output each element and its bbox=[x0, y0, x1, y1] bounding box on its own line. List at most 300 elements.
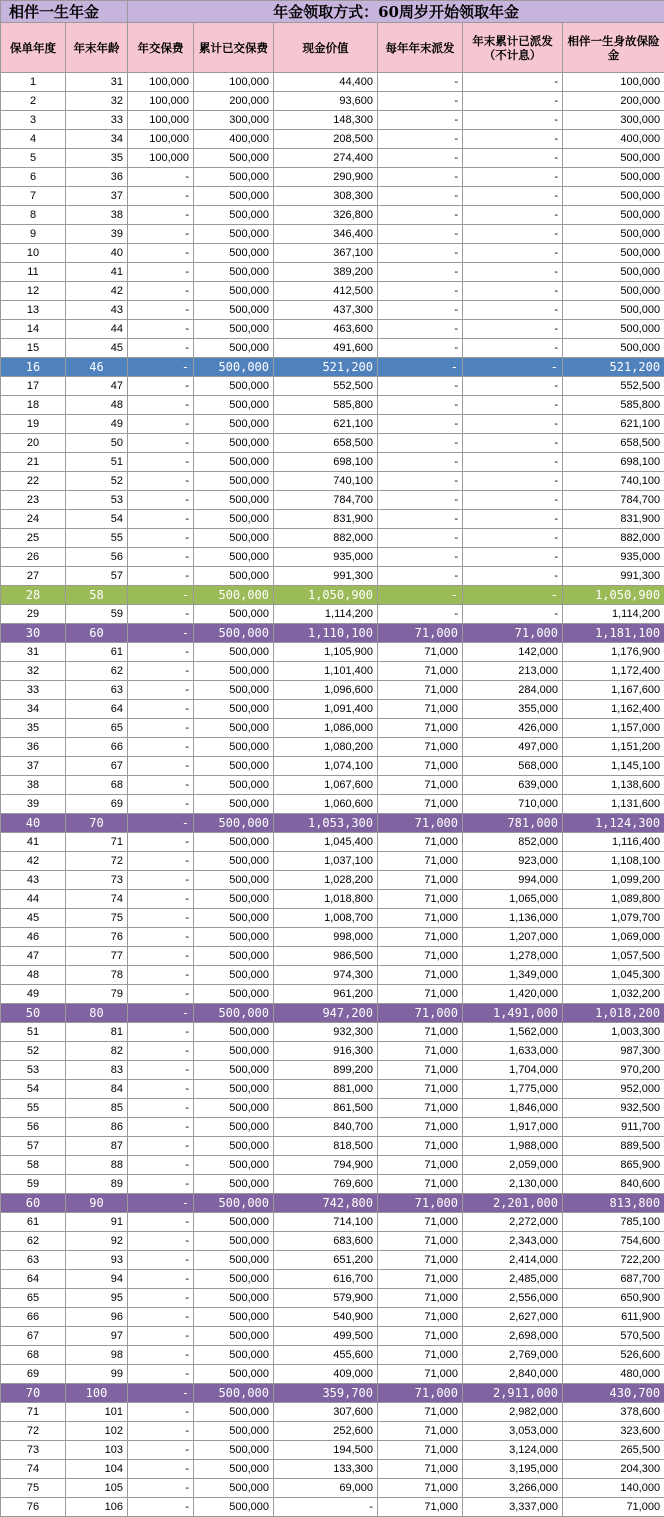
death-benefit-cell: 987,300 bbox=[563, 1042, 664, 1061]
cash-value-cell: 998,000 bbox=[274, 928, 378, 947]
cash-value-cell: 916,300 bbox=[274, 1042, 378, 1061]
total-premium-cell: 500,000 bbox=[194, 1460, 274, 1479]
death-benefit-cell: 831,900 bbox=[563, 510, 664, 529]
cash-value-cell: 290,900 bbox=[274, 168, 378, 187]
cash-value-cell: 409,000 bbox=[274, 1365, 378, 1384]
annual-premium-cell: - bbox=[128, 966, 194, 985]
death-benefit-cell: 200,000 bbox=[563, 92, 664, 111]
annual-premium-cell: - bbox=[128, 434, 194, 453]
annual-premium-cell: - bbox=[128, 1460, 194, 1479]
cumulative-payout-cell: - bbox=[463, 225, 563, 244]
cumulative-payout-cell: 1,988,000 bbox=[463, 1137, 563, 1156]
cash-value-cell: 412,500 bbox=[274, 282, 378, 301]
cash-value-cell: 961,200 bbox=[274, 985, 378, 1004]
total-premium-cell: 500,000 bbox=[194, 738, 274, 757]
annual-payout-cell: 71,000 bbox=[378, 1251, 463, 1270]
annual-premium-cell: - bbox=[128, 871, 194, 890]
annual-payout-cell: - bbox=[378, 339, 463, 358]
age-cell: 87 bbox=[66, 1137, 128, 1156]
header-total-premium: 累计已交保费 bbox=[194, 23, 274, 73]
table-row bbox=[1, 1403, 664, 1422]
cumulative-payout-cell: 1,065,000 bbox=[463, 890, 563, 909]
death-benefit-cell: 1,176,900 bbox=[563, 643, 664, 662]
annual-payout-cell: 71,000 bbox=[378, 681, 463, 700]
death-benefit-cell: 500,000 bbox=[563, 301, 664, 320]
total-premium-cell: 500,000 bbox=[194, 472, 274, 491]
annual-premium-cell: - bbox=[128, 1346, 194, 1365]
annual-premium-cell: - bbox=[128, 700, 194, 719]
annual-premium-cell: - bbox=[128, 624, 194, 643]
cumulative-payout-cell: - bbox=[463, 168, 563, 187]
cumulative-payout-cell: - bbox=[463, 149, 563, 168]
header-policy-year: 保单年度 bbox=[1, 23, 66, 73]
table-row bbox=[1, 719, 664, 738]
age-cell: 101 bbox=[66, 1403, 128, 1422]
policy-year-cell: 25 bbox=[1, 529, 66, 548]
cash-value-cell: 831,900 bbox=[274, 510, 378, 529]
cash-value-cell: 616,700 bbox=[274, 1270, 378, 1289]
table-row bbox=[1, 1080, 664, 1099]
annual-payout-cell: 71,000 bbox=[378, 1137, 463, 1156]
age-cell: 61 bbox=[66, 643, 128, 662]
cash-value-cell: 683,600 bbox=[274, 1232, 378, 1251]
death-benefit-cell: 1,138,600 bbox=[563, 776, 664, 795]
annual-premium-cell: - bbox=[128, 833, 194, 852]
cumulative-payout-cell: 1,775,000 bbox=[463, 1080, 563, 1099]
age-cell: 82 bbox=[66, 1042, 128, 1061]
table-row bbox=[1, 605, 664, 624]
annual-payout-cell: - bbox=[378, 472, 463, 491]
death-benefit-cell: 1,057,500 bbox=[563, 947, 664, 966]
annual-payout-cell: 71,000 bbox=[378, 1270, 463, 1289]
age-cell: 105 bbox=[66, 1479, 128, 1498]
policy-year-cell: 38 bbox=[1, 776, 66, 795]
annual-premium-cell: - bbox=[128, 776, 194, 795]
age-cell: 98 bbox=[66, 1346, 128, 1365]
annual-premium-cell: 100,000 bbox=[128, 73, 194, 92]
death-benefit-cell: 611,900 bbox=[563, 1308, 664, 1327]
total-premium-cell: 500,000 bbox=[194, 1403, 274, 1422]
death-benefit-cell: 952,000 bbox=[563, 1080, 664, 1099]
annual-premium-cell: - bbox=[128, 1251, 194, 1270]
age-cell: 57 bbox=[66, 567, 128, 586]
annual-payout-cell: - bbox=[378, 168, 463, 187]
policy-year-cell: 41 bbox=[1, 833, 66, 852]
table-row bbox=[1, 1308, 664, 1327]
table-row bbox=[1, 1118, 664, 1137]
death-benefit-cell: 1,145,100 bbox=[563, 757, 664, 776]
cash-value-cell: 621,100 bbox=[274, 415, 378, 434]
annual-payout-cell: 71,000 bbox=[378, 738, 463, 757]
annual-payout-cell: - bbox=[378, 282, 463, 301]
annual-payout-cell: 71,000 bbox=[378, 833, 463, 852]
age-cell: 41 bbox=[66, 263, 128, 282]
total-premium-cell: 500,000 bbox=[194, 1118, 274, 1137]
annual-payout-cell: 71,000 bbox=[378, 719, 463, 738]
cash-value-cell: 794,900 bbox=[274, 1156, 378, 1175]
cash-value-cell: 1,018,800 bbox=[274, 890, 378, 909]
cash-value-cell: 1,114,200 bbox=[274, 605, 378, 624]
policy-year-cell: 76 bbox=[1, 1498, 66, 1517]
policy-year-cell: 7 bbox=[1, 187, 66, 206]
cumulative-payout-cell: 426,000 bbox=[463, 719, 563, 738]
cumulative-payout-cell: 2,272,000 bbox=[463, 1213, 563, 1232]
total-premium-cell: 500,000 bbox=[194, 1023, 274, 1042]
annual-payout-cell: 71,000 bbox=[378, 985, 463, 1004]
column-header-row bbox=[1, 23, 664, 73]
policy-year-cell: 72 bbox=[1, 1422, 66, 1441]
annual-payout-cell: 71,000 bbox=[378, 1346, 463, 1365]
cumulative-payout-cell: 2,130,000 bbox=[463, 1175, 563, 1194]
table-row bbox=[1, 1479, 664, 1498]
death-benefit-cell: 430,700 bbox=[563, 1384, 664, 1403]
table-row bbox=[1, 434, 664, 453]
total-premium-cell: 500,000 bbox=[194, 1004, 274, 1023]
policy-year-cell: 18 bbox=[1, 396, 66, 415]
age-cell: 43 bbox=[66, 301, 128, 320]
annual-payout-cell: 71,000 bbox=[378, 947, 463, 966]
total-premium-cell: 500,000 bbox=[194, 1251, 274, 1270]
death-benefit-cell: 1,167,600 bbox=[563, 681, 664, 700]
cumulative-payout-cell: 3,124,000 bbox=[463, 1441, 563, 1460]
table-row bbox=[1, 1441, 664, 1460]
death-benefit-cell: 658,500 bbox=[563, 434, 664, 453]
annual-premium-cell: - bbox=[128, 795, 194, 814]
death-benefit-cell: 204,300 bbox=[563, 1460, 664, 1479]
annual-payout-cell: - bbox=[378, 377, 463, 396]
table-row bbox=[1, 1023, 664, 1042]
annual-premium-cell: - bbox=[128, 1061, 194, 1080]
cumulative-payout-cell: 2,627,000 bbox=[463, 1308, 563, 1327]
cumulative-payout-cell: 2,485,000 bbox=[463, 1270, 563, 1289]
total-premium-cell: 500,000 bbox=[194, 1080, 274, 1099]
table-row-highlighted bbox=[1, 358, 664, 377]
policy-year-cell: 37 bbox=[1, 757, 66, 776]
death-benefit-cell: 500,000 bbox=[563, 149, 664, 168]
policy-year-cell: 66 bbox=[1, 1308, 66, 1327]
annual-payout-cell: 71,000 bbox=[378, 890, 463, 909]
cash-value-cell: 658,500 bbox=[274, 434, 378, 453]
annual-premium-cell: - bbox=[128, 928, 194, 947]
annual-premium-cell: - bbox=[128, 472, 194, 491]
annual-premium-cell: 100,000 bbox=[128, 130, 194, 149]
age-cell: 68 bbox=[66, 776, 128, 795]
total-premium-cell: 500,000 bbox=[194, 1308, 274, 1327]
annual-premium-cell: - bbox=[128, 1023, 194, 1042]
annual-premium-cell: - bbox=[128, 1498, 194, 1517]
annual-payout-cell: - bbox=[378, 586, 463, 605]
age-cell: 100 bbox=[66, 1384, 128, 1403]
total-premium-cell: 500,000 bbox=[194, 757, 274, 776]
cumulative-payout-cell: 2,840,000 bbox=[463, 1365, 563, 1384]
age-cell: 91 bbox=[66, 1213, 128, 1232]
cumulative-payout-cell: 2,556,000 bbox=[463, 1289, 563, 1308]
cash-value-cell: 861,500 bbox=[274, 1099, 378, 1118]
annual-premium-cell: - bbox=[128, 1308, 194, 1327]
cash-value-cell: 1,110,100 bbox=[274, 624, 378, 643]
death-benefit-cell: 1,089,800 bbox=[563, 890, 664, 909]
cash-value-cell: 326,800 bbox=[274, 206, 378, 225]
cumulative-payout-cell: 1,349,000 bbox=[463, 966, 563, 985]
age-cell: 74 bbox=[66, 890, 128, 909]
cash-value-cell: - bbox=[274, 1498, 378, 1517]
annual-payout-cell: 71,000 bbox=[378, 1403, 463, 1422]
cumulative-payout-cell: - bbox=[463, 567, 563, 586]
annual-payout-cell: 71,000 bbox=[378, 643, 463, 662]
annual-payout-cell: 71,000 bbox=[378, 1327, 463, 1346]
death-benefit-cell: 740,100 bbox=[563, 472, 664, 491]
total-premium-cell: 500,000 bbox=[194, 1384, 274, 1403]
cumulative-payout-cell: 781,000 bbox=[463, 814, 563, 833]
total-premium-cell: 500,000 bbox=[194, 852, 274, 871]
cumulative-payout-cell: - bbox=[463, 320, 563, 339]
death-benefit-cell: 500,000 bbox=[563, 225, 664, 244]
annual-premium-cell: - bbox=[128, 415, 194, 434]
age-cell: 58 bbox=[66, 586, 128, 605]
age-cell: 53 bbox=[66, 491, 128, 510]
cash-value-cell: 742,800 bbox=[274, 1194, 378, 1213]
cash-value-cell: 1,037,100 bbox=[274, 852, 378, 871]
age-cell: 62 bbox=[66, 662, 128, 681]
policy-year-cell: 60 bbox=[1, 1194, 66, 1213]
policy-year-cell: 20 bbox=[1, 434, 66, 453]
death-benefit-cell: 1,099,200 bbox=[563, 871, 664, 890]
total-premium-cell: 500,000 bbox=[194, 1365, 274, 1384]
age-cell: 56 bbox=[66, 548, 128, 567]
cash-value-cell: 1,080,200 bbox=[274, 738, 378, 757]
cash-value-cell: 69,000 bbox=[274, 1479, 378, 1498]
annual-premium-cell: - bbox=[128, 1042, 194, 1061]
cash-value-cell: 935,000 bbox=[274, 548, 378, 567]
annual-payout-cell: 71,000 bbox=[378, 795, 463, 814]
cumulative-payout-cell: - bbox=[463, 529, 563, 548]
annual-premium-cell: - bbox=[128, 1156, 194, 1175]
table-row bbox=[1, 833, 664, 852]
age-cell: 60 bbox=[66, 624, 128, 643]
cumulative-payout-cell: 1,207,000 bbox=[463, 928, 563, 947]
annual-premium-cell: - bbox=[128, 1479, 194, 1498]
death-benefit-cell: 698,100 bbox=[563, 453, 664, 472]
total-premium-cell: 500,000 bbox=[194, 909, 274, 928]
annual-premium-cell: - bbox=[128, 263, 194, 282]
cash-value-cell: 1,105,900 bbox=[274, 643, 378, 662]
cumulative-payout-cell: 497,000 bbox=[463, 738, 563, 757]
cash-value-cell: 932,300 bbox=[274, 1023, 378, 1042]
age-cell: 67 bbox=[66, 757, 128, 776]
annual-premium-cell: - bbox=[128, 282, 194, 301]
cash-value-cell: 882,000 bbox=[274, 529, 378, 548]
annual-payout-cell: 71,000 bbox=[378, 1080, 463, 1099]
cumulative-payout-cell: - bbox=[463, 415, 563, 434]
age-cell: 81 bbox=[66, 1023, 128, 1042]
annual-premium-cell: - bbox=[128, 662, 194, 681]
annual-premium-cell: - bbox=[128, 605, 194, 624]
annual-premium-cell: - bbox=[128, 339, 194, 358]
cumulative-payout-cell: - bbox=[463, 130, 563, 149]
cumulative-payout-cell: - bbox=[463, 586, 563, 605]
cumulative-payout-cell: 284,000 bbox=[463, 681, 563, 700]
cash-value-cell: 308,300 bbox=[274, 187, 378, 206]
cash-value-cell: 698,100 bbox=[274, 453, 378, 472]
age-cell: 66 bbox=[66, 738, 128, 757]
age-cell: 42 bbox=[66, 282, 128, 301]
death-benefit-cell: 378,600 bbox=[563, 1403, 664, 1422]
annual-premium-cell: - bbox=[128, 1232, 194, 1251]
age-cell: 97 bbox=[66, 1327, 128, 1346]
cash-value-cell: 93,600 bbox=[274, 92, 378, 111]
cash-value-cell: 455,600 bbox=[274, 1346, 378, 1365]
cash-value-cell: 194,500 bbox=[274, 1441, 378, 1460]
table-row bbox=[1, 149, 664, 168]
cumulative-payout-cell: - bbox=[463, 244, 563, 263]
cumulative-payout-cell: 2,982,000 bbox=[463, 1403, 563, 1422]
age-cell: 64 bbox=[66, 700, 128, 719]
death-benefit-cell: 500,000 bbox=[563, 206, 664, 225]
total-premium-cell: 500,000 bbox=[194, 548, 274, 567]
cash-value-cell: 1,074,100 bbox=[274, 757, 378, 776]
table-row bbox=[1, 244, 664, 263]
total-premium-cell: 500,000 bbox=[194, 434, 274, 453]
cumulative-payout-cell: - bbox=[463, 434, 563, 453]
annual-premium-cell: - bbox=[128, 814, 194, 833]
cash-value-cell: 1,053,300 bbox=[274, 814, 378, 833]
total-premium-cell: 500,000 bbox=[194, 149, 274, 168]
cash-value-cell: 491,600 bbox=[274, 339, 378, 358]
table-row bbox=[1, 206, 664, 225]
policy-year-cell: 64 bbox=[1, 1270, 66, 1289]
policy-year-cell: 15 bbox=[1, 339, 66, 358]
death-benefit-cell: 521,200 bbox=[563, 358, 664, 377]
annual-payout-cell: 71,000 bbox=[378, 966, 463, 985]
total-premium-cell: 500,000 bbox=[194, 282, 274, 301]
header-death-benefit: 相伴一生身故保险金 bbox=[563, 23, 664, 73]
annual-premium-cell: - bbox=[128, 377, 194, 396]
policy-year-cell: 27 bbox=[1, 567, 66, 586]
table-row bbox=[1, 1289, 664, 1308]
table-row bbox=[1, 1346, 664, 1365]
total-premium-cell: 500,000 bbox=[194, 1232, 274, 1251]
death-benefit-cell: 687,700 bbox=[563, 1270, 664, 1289]
age-cell: 76 bbox=[66, 928, 128, 947]
annual-payout-cell: 71,000 bbox=[378, 1384, 463, 1403]
annual-payout-cell: - bbox=[378, 187, 463, 206]
total-premium-cell: 500,000 bbox=[194, 643, 274, 662]
cumulative-payout-cell: - bbox=[463, 111, 563, 130]
death-benefit-cell: 1,131,600 bbox=[563, 795, 664, 814]
annual-premium-cell: - bbox=[128, 1422, 194, 1441]
death-benefit-cell: 1,116,400 bbox=[563, 833, 664, 852]
cash-value-cell: 714,100 bbox=[274, 1213, 378, 1232]
total-premium-cell: 500,000 bbox=[194, 814, 274, 833]
cash-value-cell: 1,045,400 bbox=[274, 833, 378, 852]
total-premium-cell: 500,000 bbox=[194, 339, 274, 358]
age-cell: 47 bbox=[66, 377, 128, 396]
age-cell: 92 bbox=[66, 1232, 128, 1251]
policy-year-cell: 14 bbox=[1, 320, 66, 339]
annual-payout-cell: 71,000 bbox=[378, 624, 463, 643]
annual-premium-cell: - bbox=[128, 1384, 194, 1403]
table-row bbox=[1, 301, 664, 320]
total-premium-cell: 100,000 bbox=[194, 73, 274, 92]
annual-premium-cell: - bbox=[128, 206, 194, 225]
total-premium-cell: 500,000 bbox=[194, 1137, 274, 1156]
annual-premium-cell: - bbox=[128, 396, 194, 415]
age-cell: 84 bbox=[66, 1080, 128, 1099]
table-row bbox=[1, 1213, 664, 1232]
cumulative-payout-cell: 1,846,000 bbox=[463, 1099, 563, 1118]
cash-value-cell: 986,500 bbox=[274, 947, 378, 966]
table-row bbox=[1, 1327, 664, 1346]
annual-payout-cell: - bbox=[378, 92, 463, 111]
policy-year-cell: 35 bbox=[1, 719, 66, 738]
policy-year-cell: 12 bbox=[1, 282, 66, 301]
policy-year-cell: 30 bbox=[1, 624, 66, 643]
death-benefit-cell: 785,100 bbox=[563, 1213, 664, 1232]
annual-premium-cell: - bbox=[128, 852, 194, 871]
age-cell: 48 bbox=[66, 396, 128, 415]
annual-payout-cell: 71,000 bbox=[378, 1156, 463, 1175]
policy-year-cell: 19 bbox=[1, 415, 66, 434]
table-row bbox=[1, 947, 664, 966]
age-cell: 40 bbox=[66, 244, 128, 263]
death-benefit-cell: 480,000 bbox=[563, 1365, 664, 1384]
total-premium-cell: 300,000 bbox=[194, 111, 274, 130]
annual-premium-cell: - bbox=[128, 1194, 194, 1213]
table-row bbox=[1, 1042, 664, 1061]
death-benefit-cell: 500,000 bbox=[563, 320, 664, 339]
total-premium-cell: 500,000 bbox=[194, 719, 274, 738]
annual-payout-cell: - bbox=[378, 206, 463, 225]
table-row bbox=[1, 225, 664, 244]
cumulative-payout-cell: 213,000 bbox=[463, 662, 563, 681]
cash-value-cell: 540,900 bbox=[274, 1308, 378, 1327]
age-cell: 52 bbox=[66, 472, 128, 491]
annual-premium-cell: - bbox=[128, 890, 194, 909]
cumulative-payout-cell: - bbox=[463, 453, 563, 472]
policy-year-cell: 67 bbox=[1, 1327, 66, 1346]
age-cell: 33 bbox=[66, 111, 128, 130]
annual-premium-cell: 100,000 bbox=[128, 111, 194, 130]
cumulative-payout-cell: 3,053,000 bbox=[463, 1422, 563, 1441]
product-title: 相伴一生年金 bbox=[1, 1, 128, 23]
table-row bbox=[1, 1270, 664, 1289]
policy-year-cell: 4 bbox=[1, 130, 66, 149]
policy-year-cell: 13 bbox=[1, 301, 66, 320]
age-cell: 54 bbox=[66, 510, 128, 529]
age-cell: 95 bbox=[66, 1289, 128, 1308]
age-cell: 73 bbox=[66, 871, 128, 890]
title-row bbox=[1, 1, 664, 23]
policy-year-cell: 2 bbox=[1, 92, 66, 111]
cash-value-cell: 252,600 bbox=[274, 1422, 378, 1441]
total-premium-cell: 500,000 bbox=[194, 244, 274, 263]
table-row bbox=[1, 909, 664, 928]
cumulative-payout-cell: 2,911,000 bbox=[463, 1384, 563, 1403]
policy-year-cell: 58 bbox=[1, 1156, 66, 1175]
annual-payout-cell: 71,000 bbox=[378, 1365, 463, 1384]
annual-premium-cell: - bbox=[128, 1327, 194, 1346]
age-cell: 90 bbox=[66, 1194, 128, 1213]
age-cell: 46 bbox=[66, 358, 128, 377]
policy-year-cell: 6 bbox=[1, 168, 66, 187]
death-benefit-cell: 71,000 bbox=[563, 1498, 664, 1517]
cumulative-payout-cell: 1,704,000 bbox=[463, 1061, 563, 1080]
death-benefit-cell: 932,500 bbox=[563, 1099, 664, 1118]
annual-premium-cell: - bbox=[128, 1080, 194, 1099]
annual-premium-cell: - bbox=[128, 1004, 194, 1023]
age-cell: 50 bbox=[66, 434, 128, 453]
table-row bbox=[1, 548, 664, 567]
